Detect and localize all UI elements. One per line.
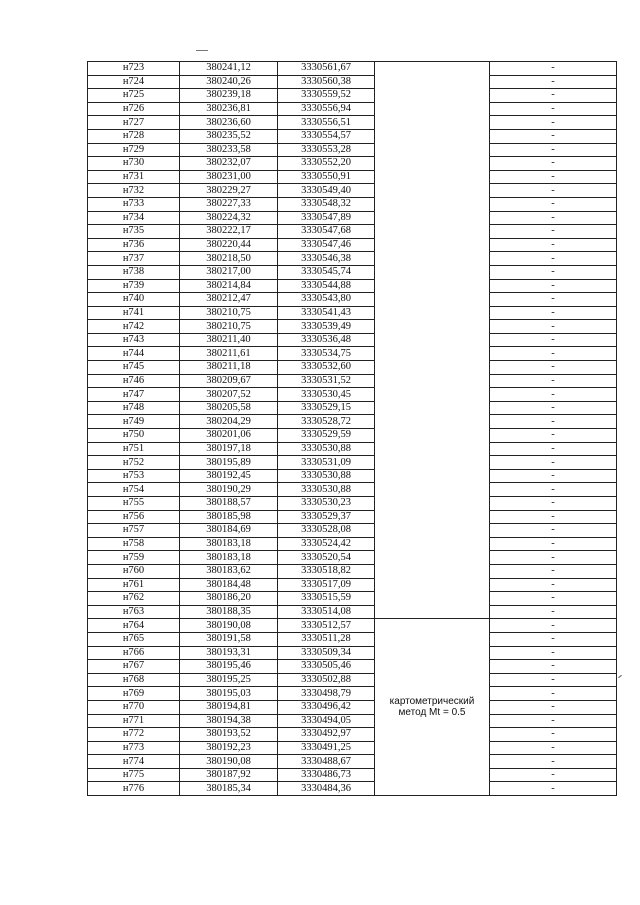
y-coordinate-cell: 3330530,88 <box>278 483 375 497</box>
table-row <box>88 510 617 524</box>
y-coordinate-cell: 3330534,75 <box>278 347 375 361</box>
table-row <box>88 768 617 782</box>
point-id-cell: н750 <box>88 429 180 443</box>
y-coordinate-cell: 3330530,45 <box>278 388 375 402</box>
table-row <box>88 102 617 116</box>
x-coordinate-cell: 380194,81 <box>180 700 278 714</box>
accuracy-cell: - <box>490 469 617 483</box>
table-row <box>88 252 617 266</box>
y-coordinate-cell: 3330505,46 <box>278 660 375 674</box>
point-id-cell: н751 <box>88 442 180 456</box>
coordinates-table-body <box>88 62 617 796</box>
accuracy-cell: - <box>490 524 617 538</box>
y-coordinate-cell: 3330550,91 <box>278 170 375 184</box>
method-cell <box>375 62 490 619</box>
y-coordinate-cell: 3330545,74 <box>278 265 375 279</box>
y-coordinate-cell: 3330560,38 <box>278 75 375 89</box>
x-coordinate-cell: 380192,45 <box>180 469 278 483</box>
point-id-cell: н772 <box>88 728 180 742</box>
x-coordinate-cell: 380236,81 <box>180 102 278 116</box>
x-coordinate-cell: 380222,17 <box>180 225 278 239</box>
point-id-cell: н731 <box>88 170 180 184</box>
accuracy-cell: - <box>490 755 617 769</box>
point-id-cell: н737 <box>88 252 180 266</box>
y-coordinate-cell: 3330518,82 <box>278 564 375 578</box>
x-coordinate-cell: 380207,52 <box>180 388 278 402</box>
x-coordinate-cell: 380190,08 <box>180 619 278 633</box>
accuracy-cell: - <box>490 673 617 687</box>
point-id-cell: н733 <box>88 197 180 211</box>
y-coordinate-cell: 3330502,88 <box>278 673 375 687</box>
accuracy-cell: - <box>490 184 617 198</box>
point-id-cell: н758 <box>88 537 180 551</box>
table-row <box>88 632 617 646</box>
y-coordinate-cell: 3330529,59 <box>278 429 375 443</box>
table-row <box>88 333 617 347</box>
x-coordinate-cell: 380232,07 <box>180 157 278 171</box>
accuracy-cell: - <box>490 225 617 239</box>
table-row <box>88 347 617 361</box>
point-id-cell: н736 <box>88 238 180 252</box>
y-coordinate-cell: 3330561,67 <box>278 62 375 76</box>
x-coordinate-cell: 380187,92 <box>180 768 278 782</box>
x-coordinate-cell: 380201,06 <box>180 429 278 443</box>
x-coordinate-cell: 380227,33 <box>180 197 278 211</box>
accuracy-cell: - <box>490 429 617 443</box>
accuracy-cell: - <box>490 62 617 76</box>
y-coordinate-cell: 3330531,52 <box>278 374 375 388</box>
y-coordinate-cell: 3330541,43 <box>278 306 375 320</box>
table-row <box>88 592 617 606</box>
accuracy-cell: - <box>490 361 617 375</box>
y-coordinate-cell: 3330492,97 <box>278 728 375 742</box>
x-coordinate-cell: 380184,69 <box>180 524 278 538</box>
y-coordinate-cell: 3330496,42 <box>278 700 375 714</box>
x-coordinate-cell: 380210,75 <box>180 320 278 334</box>
point-id-cell: н727 <box>88 116 180 130</box>
x-coordinate-cell: 380210,75 <box>180 306 278 320</box>
point-id-cell: н746 <box>88 374 180 388</box>
point-id-cell: н775 <box>88 768 180 782</box>
accuracy-cell: - <box>490 170 617 184</box>
point-id-cell: н744 <box>88 347 180 361</box>
x-coordinate-cell: 380195,25 <box>180 673 278 687</box>
x-coordinate-cell: 380212,47 <box>180 293 278 307</box>
y-coordinate-cell: 3330515,59 <box>278 592 375 606</box>
x-coordinate-cell: 380193,31 <box>180 646 278 660</box>
y-coordinate-cell: 3330554,57 <box>278 129 375 143</box>
x-coordinate-cell: 380204,29 <box>180 415 278 429</box>
table-row <box>88 143 617 157</box>
y-coordinate-cell: 3330512,57 <box>278 619 375 633</box>
accuracy-cell: - <box>490 619 617 633</box>
y-coordinate-cell: 3330509,34 <box>278 646 375 660</box>
x-coordinate-cell: 380197,18 <box>180 442 278 456</box>
point-id-cell: н760 <box>88 564 180 578</box>
x-coordinate-cell: 380192,23 <box>180 741 278 755</box>
y-coordinate-cell: 3330543,80 <box>278 293 375 307</box>
x-coordinate-cell: 380195,46 <box>180 660 278 674</box>
point-id-cell: н725 <box>88 89 180 103</box>
x-coordinate-cell: 380233,58 <box>180 143 278 157</box>
y-coordinate-cell: 3330546,38 <box>278 252 375 266</box>
x-coordinate-cell: 380191,58 <box>180 632 278 646</box>
point-id-cell: н728 <box>88 129 180 143</box>
table-row <box>88 238 617 252</box>
table-row <box>88 279 617 293</box>
point-id-cell: н749 <box>88 415 180 429</box>
table-row <box>88 456 617 470</box>
table-row <box>88 157 617 171</box>
accuracy-cell: - <box>490 497 617 511</box>
x-coordinate-cell: 380195,89 <box>180 456 278 470</box>
table-row <box>88 116 617 130</box>
y-coordinate-cell: 3330536,48 <box>278 333 375 347</box>
table-row <box>88 660 617 674</box>
table-row <box>88 442 617 456</box>
accuracy-cell: - <box>490 592 617 606</box>
point-id-cell: н735 <box>88 225 180 239</box>
x-coordinate-cell: 380236,60 <box>180 116 278 130</box>
accuracy-cell: - <box>490 578 617 592</box>
accuracy-cell: - <box>490 687 617 701</box>
y-coordinate-cell: 3330488,67 <box>278 755 375 769</box>
x-coordinate-cell: 380229,27 <box>180 184 278 198</box>
point-id-cell: н743 <box>88 333 180 347</box>
x-coordinate-cell: 380183,18 <box>180 537 278 551</box>
point-id-cell: н723 <box>88 62 180 76</box>
accuracy-cell: - <box>490 265 617 279</box>
table-row <box>88 619 617 633</box>
y-coordinate-cell: 3330556,51 <box>278 116 375 130</box>
y-coordinate-cell: 3330530,88 <box>278 442 375 456</box>
y-coordinate-cell: 3330559,52 <box>278 89 375 103</box>
point-id-cell: н776 <box>88 782 180 796</box>
y-coordinate-cell: 3330544,88 <box>278 279 375 293</box>
accuracy-cell: - <box>490 537 617 551</box>
table-row <box>88 782 617 796</box>
point-id-cell: н742 <box>88 320 180 334</box>
accuracy-cell: - <box>490 252 617 266</box>
y-coordinate-cell: 3330531,09 <box>278 456 375 470</box>
x-coordinate-cell: 380193,52 <box>180 728 278 742</box>
point-id-cell: н761 <box>88 578 180 592</box>
y-coordinate-cell: 3330530,88 <box>278 469 375 483</box>
x-coordinate-cell: 380185,34 <box>180 782 278 796</box>
table-row <box>88 374 617 388</box>
accuracy-cell: - <box>490 646 617 660</box>
y-coordinate-cell: 3330524,42 <box>278 537 375 551</box>
point-id-cell: н762 <box>88 592 180 606</box>
point-id-cell: н759 <box>88 551 180 565</box>
point-id-cell: н766 <box>88 646 180 660</box>
x-coordinate-cell: 380190,08 <box>180 755 278 769</box>
accuracy-cell: - <box>490 714 617 728</box>
table-row <box>88 170 617 184</box>
accuracy-cell: - <box>490 442 617 456</box>
margin-scan-mark <box>618 675 622 678</box>
accuracy-cell: - <box>490 279 617 293</box>
table-row <box>88 388 617 402</box>
point-id-cell: н764 <box>88 619 180 633</box>
table-row <box>88 700 617 714</box>
accuracy-cell: - <box>490 728 617 742</box>
accuracy-cell: - <box>490 374 617 388</box>
point-id-cell: н745 <box>88 361 180 375</box>
table-row <box>88 184 617 198</box>
y-coordinate-cell: 3330498,79 <box>278 687 375 701</box>
x-coordinate-cell: 380240,26 <box>180 75 278 89</box>
accuracy-cell: - <box>490 401 617 415</box>
y-coordinate-cell: 3330547,46 <box>278 238 375 252</box>
x-coordinate-cell: 380194,38 <box>180 714 278 728</box>
table-row <box>88 578 617 592</box>
table-row <box>88 197 617 211</box>
point-id-cell: н726 <box>88 102 180 116</box>
accuracy-cell: - <box>490 660 617 674</box>
accuracy-cell: - <box>490 75 617 89</box>
accuracy-cell: - <box>490 89 617 103</box>
accuracy-cell: - <box>490 551 617 565</box>
accuracy-cell: - <box>490 197 617 211</box>
accuracy-cell: - <box>490 320 617 334</box>
point-id-cell: н747 <box>88 388 180 402</box>
y-coordinate-cell: 3330552,20 <box>278 157 375 171</box>
x-coordinate-cell: 380241,12 <box>180 62 278 76</box>
accuracy-cell: - <box>490 415 617 429</box>
accuracy-cell: - <box>490 238 617 252</box>
point-id-cell: н752 <box>88 456 180 470</box>
table-row <box>88 293 617 307</box>
y-coordinate-cell: 3330532,60 <box>278 361 375 375</box>
x-coordinate-cell: 380211,40 <box>180 333 278 347</box>
point-id-cell: н739 <box>88 279 180 293</box>
y-coordinate-cell: 3330511,28 <box>278 632 375 646</box>
point-id-cell: н741 <box>88 306 180 320</box>
table-row <box>88 62 617 76</box>
x-coordinate-cell: 380214,84 <box>180 279 278 293</box>
accuracy-cell: - <box>490 510 617 524</box>
point-id-cell: н768 <box>88 673 180 687</box>
point-id-cell: н756 <box>88 510 180 524</box>
x-coordinate-cell: 380184,48 <box>180 578 278 592</box>
point-id-cell: н730 <box>88 157 180 171</box>
x-coordinate-cell: 380211,61 <box>180 347 278 361</box>
table-row <box>88 211 617 225</box>
y-coordinate-cell: 3330539,49 <box>278 320 375 334</box>
y-coordinate-cell: 3330553,28 <box>278 143 375 157</box>
y-coordinate-cell: 3330517,09 <box>278 578 375 592</box>
x-coordinate-cell: 380205,58 <box>180 401 278 415</box>
point-id-cell: н753 <box>88 469 180 483</box>
y-coordinate-cell: 3330514,08 <box>278 605 375 619</box>
point-id-cell: н732 <box>88 184 180 198</box>
point-id-cell: н763 <box>88 605 180 619</box>
table-row <box>88 687 617 701</box>
y-coordinate-cell: 3330529,37 <box>278 510 375 524</box>
accuracy-cell: - <box>490 632 617 646</box>
x-coordinate-cell: 380195,03 <box>180 687 278 701</box>
table-row <box>88 673 617 687</box>
accuracy-cell: - <box>490 564 617 578</box>
x-coordinate-cell: 380188,35 <box>180 605 278 619</box>
x-coordinate-cell: 380185,98 <box>180 510 278 524</box>
y-coordinate-cell: 3330547,89 <box>278 211 375 225</box>
table-row <box>88 755 617 769</box>
accuracy-cell: - <box>490 347 617 361</box>
point-id-cell: н769 <box>88 687 180 701</box>
accuracy-cell: - <box>490 456 617 470</box>
accuracy-cell: - <box>490 741 617 755</box>
table-row <box>88 469 617 483</box>
point-id-cell: н748 <box>88 401 180 415</box>
accuracy-cell: - <box>490 157 617 171</box>
y-coordinate-cell: 3330528,08 <box>278 524 375 538</box>
accuracy-cell: - <box>490 116 617 130</box>
x-coordinate-cell: 380218,50 <box>180 252 278 266</box>
y-coordinate-cell: 3330549,40 <box>278 184 375 198</box>
x-coordinate-cell: 380211,18 <box>180 361 278 375</box>
accuracy-cell: - <box>490 129 617 143</box>
accuracy-cell: - <box>490 333 617 347</box>
x-coordinate-cell: 380209,67 <box>180 374 278 388</box>
table-row <box>88 129 617 143</box>
point-id-cell: н738 <box>88 265 180 279</box>
x-coordinate-cell: 380239,18 <box>180 89 278 103</box>
y-coordinate-cell: 3330556,94 <box>278 102 375 116</box>
point-id-cell: н757 <box>88 524 180 538</box>
y-coordinate-cell: 3330548,32 <box>278 197 375 211</box>
accuracy-cell: - <box>490 605 617 619</box>
table-row <box>88 524 617 538</box>
y-coordinate-cell: 3330547,68 <box>278 225 375 239</box>
accuracy-cell: - <box>490 782 617 796</box>
table-row <box>88 225 617 239</box>
table-row <box>88 320 617 334</box>
accuracy-cell: - <box>490 700 617 714</box>
coordinates-table <box>87 61 617 796</box>
x-coordinate-cell: 380231,00 <box>180 170 278 184</box>
point-id-cell: н770 <box>88 700 180 714</box>
point-id-cell: н734 <box>88 211 180 225</box>
y-coordinate-cell: 3330520,54 <box>278 551 375 565</box>
table-row <box>88 89 617 103</box>
table-row <box>88 75 617 89</box>
point-id-cell: н729 <box>88 143 180 157</box>
table-row <box>88 646 617 660</box>
point-id-cell: н740 <box>88 293 180 307</box>
point-id-cell: н765 <box>88 632 180 646</box>
y-coordinate-cell: 3330530,23 <box>278 497 375 511</box>
table-row <box>88 401 617 415</box>
table-row <box>88 728 617 742</box>
point-id-cell: н774 <box>88 755 180 769</box>
point-id-cell: н754 <box>88 483 180 497</box>
y-coordinate-cell: 3330486,73 <box>278 768 375 782</box>
x-coordinate-cell: 380190,29 <box>180 483 278 497</box>
x-coordinate-cell: 380224,32 <box>180 211 278 225</box>
accuracy-cell: - <box>490 388 617 402</box>
y-coordinate-cell: 3330529,15 <box>278 401 375 415</box>
accuracy-cell: - <box>490 306 617 320</box>
table-row <box>88 714 617 728</box>
table-row <box>88 741 617 755</box>
x-coordinate-cell: 380188,57 <box>180 497 278 511</box>
table-row <box>88 429 617 443</box>
table-row <box>88 361 617 375</box>
x-coordinate-cell: 380220,44 <box>180 238 278 252</box>
table-row <box>88 265 617 279</box>
table-row <box>88 605 617 619</box>
y-coordinate-cell: 3330484,36 <box>278 782 375 796</box>
table-row <box>88 415 617 429</box>
table-row <box>88 537 617 551</box>
top-scan-mark <box>196 50 208 51</box>
accuracy-cell: - <box>490 143 617 157</box>
accuracy-cell: - <box>490 768 617 782</box>
x-coordinate-cell: 380217,00 <box>180 265 278 279</box>
accuracy-cell: - <box>490 211 617 225</box>
x-coordinate-cell: 380186,20 <box>180 592 278 606</box>
y-coordinate-cell: 3330528,72 <box>278 415 375 429</box>
y-coordinate-cell: 3330491,25 <box>278 741 375 755</box>
accuracy-cell: - <box>490 293 617 307</box>
x-coordinate-cell: 380183,62 <box>180 564 278 578</box>
accuracy-cell: - <box>490 483 617 497</box>
table-row <box>88 306 617 320</box>
point-id-cell: н771 <box>88 714 180 728</box>
table-row <box>88 483 617 497</box>
x-coordinate-cell: 380183,18 <box>180 551 278 565</box>
point-id-cell: н755 <box>88 497 180 511</box>
method-cell: картометрический метод Mt = 0.5 <box>375 619 490 796</box>
table-row <box>88 564 617 578</box>
point-id-cell: н773 <box>88 741 180 755</box>
table-row <box>88 497 617 511</box>
accuracy-cell: - <box>490 102 617 116</box>
table-row <box>88 551 617 565</box>
x-coordinate-cell: 380235,52 <box>180 129 278 143</box>
y-coordinate-cell: 3330494,05 <box>278 714 375 728</box>
point-id-cell: н767 <box>88 660 180 674</box>
point-id-cell: н724 <box>88 75 180 89</box>
